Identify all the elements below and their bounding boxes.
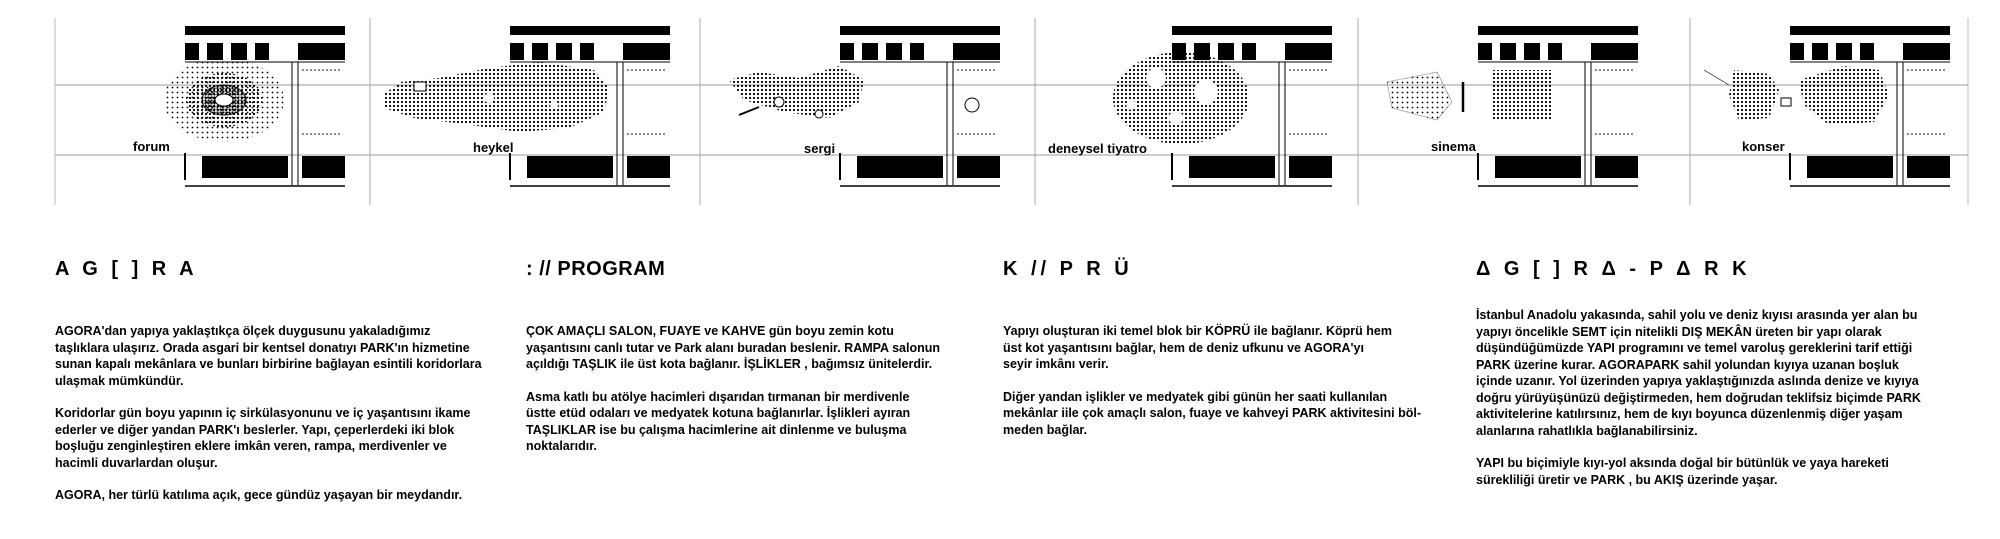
checker-block xyxy=(910,43,924,60)
column-agora xyxy=(55,258,530,520)
dot xyxy=(1923,133,1925,135)
dot xyxy=(1935,133,1937,135)
dot xyxy=(1907,133,1909,135)
diagram-strip xyxy=(0,0,2000,210)
checker-block xyxy=(1790,43,1804,60)
bottom-block xyxy=(1495,156,1581,178)
paragraph: YAPI bu biçimiyle kıyı-yol aksında doğal bir bütünlük ve yaya hareketi sürekliliği üretir ve PARK , bu AKIŞ üzerinde yaşar. xyxy=(1476,456,1889,487)
panel-label-konser: konser xyxy=(1742,139,1785,154)
dot xyxy=(1631,133,1633,135)
dot xyxy=(1595,69,1597,71)
dot xyxy=(973,133,975,135)
dot xyxy=(1293,69,1295,71)
dot xyxy=(1943,133,1945,135)
checker-block xyxy=(231,43,247,60)
dot xyxy=(1289,133,1291,135)
dot xyxy=(1915,133,1917,135)
dot xyxy=(981,69,983,71)
checker-block xyxy=(840,43,854,60)
dot xyxy=(310,69,312,71)
dot xyxy=(647,69,649,71)
dot xyxy=(1321,69,1323,71)
dot xyxy=(663,69,665,71)
bottom-block xyxy=(1907,156,1950,178)
checker-block xyxy=(185,43,199,60)
dot xyxy=(1619,69,1621,71)
dot xyxy=(1935,69,1937,71)
dot xyxy=(993,69,995,71)
checker-block xyxy=(207,43,223,60)
dot xyxy=(1919,133,1921,135)
dot xyxy=(1623,69,1625,71)
dot xyxy=(1927,133,1929,135)
dot xyxy=(1309,133,1311,135)
dot xyxy=(1939,69,1941,71)
exhibition-item xyxy=(774,97,784,107)
dot xyxy=(1305,133,1307,135)
top-bar xyxy=(510,26,670,35)
column-title: A G [ ] R A xyxy=(55,258,198,280)
dot xyxy=(969,69,971,71)
dot xyxy=(1911,133,1913,135)
dot xyxy=(635,69,637,71)
top-bar xyxy=(185,26,345,35)
dot xyxy=(314,133,316,135)
dot xyxy=(1611,133,1613,135)
dot xyxy=(302,133,304,135)
exhibition-item xyxy=(739,107,759,115)
dot xyxy=(1297,69,1299,71)
dot xyxy=(989,69,991,71)
dot xyxy=(1615,69,1617,71)
dot xyxy=(1939,133,1941,135)
dot xyxy=(969,133,971,135)
dot xyxy=(965,69,967,71)
dot xyxy=(1603,69,1605,71)
column-title: : // PROGRAM xyxy=(526,258,666,280)
bottom-block xyxy=(302,156,345,178)
paragraph: Koridorlar gün boyu yapının iç sirkülasyonunu ve iç yaşantısını ikame ederler ve diğer yandan PARK'ı beslerler. Yapı, çeperlerdeki iki blok boşluğu zenginleştiren eklere imkân veren, rampa, merdivenler ve hacimli duvarlardan oluşur. xyxy=(55,406,471,470)
checker-block xyxy=(1860,43,1874,60)
dot xyxy=(322,69,324,71)
theatre-void xyxy=(1146,68,1166,88)
dot xyxy=(957,69,959,71)
dot xyxy=(1919,69,1921,71)
checker-block xyxy=(1218,43,1234,60)
dot xyxy=(330,69,332,71)
bottom-block xyxy=(1189,156,1275,178)
dot xyxy=(957,133,959,135)
bottom-block xyxy=(527,156,613,178)
panel-label-deneysel-tiyatro: deneysel tiyatro xyxy=(1048,141,1147,156)
dot xyxy=(1321,133,1323,135)
dot xyxy=(1325,133,1327,135)
plan-block xyxy=(1704,26,1950,186)
dot xyxy=(643,69,645,71)
paragraph: AGORA, her türlü katılıma açık, gece gündüz yaşayan bir meydandır. xyxy=(55,488,463,502)
dot xyxy=(993,133,995,135)
top-bar xyxy=(1172,26,1332,35)
paragraph: Yapıyı oluşturan iki temel blok bir KÖPRÜ ile bağlanır. Köprü hem üst kot yaşantısını bağlar, hem de deniz ufkunu ve AGORA'yı seyir imkânı verir. xyxy=(1003,324,1392,371)
dot xyxy=(965,133,967,135)
dot xyxy=(334,69,336,71)
checker-block xyxy=(1285,43,1332,60)
paragraph: Diğer yandan işlikler ve medyatek gibi günün her saati kullanılan mekânlar iile çok amaçlı salon, fuaye ve kahveyi PARK aktivitesini böl- meden bağlar. xyxy=(1003,389,1422,437)
column-agorapark xyxy=(1476,258,1951,504)
dot xyxy=(1595,133,1597,135)
paragraph: İstanbul Anadolu yakasında, sahil yolu ve deniz kıyısı arasında yer alan bu yapıyı öncelikle SEMT için nitelikli DIŞ MEKÂN üreten bir yapı olarak düşündüğümüzde YAPI programını ve temel varoluş gereklerini tarif ettiği PARK üzerine kurar. AGORAPARK sahil yolundan kıyıya uzanan boşluk içinde uzanır. Yol üzerinden yapıya yaklaştığınızda aslında denize ve kıyıya doğru yürüyüşünüzü değiştirmeden, hem doğrudan teklifsiz biçimde PARK aktivitelerine katılırsınız, hem de kıyı boyunca düzenlenmiş diğer yaşam alanlarına rahatlıkla bağlanabilirsiniz. xyxy=(1476,308,1921,438)
theatre-void xyxy=(1126,100,1136,110)
checker-block xyxy=(556,43,572,60)
exhibition-item xyxy=(965,98,979,112)
dot xyxy=(318,69,320,71)
dot xyxy=(1631,69,1633,71)
dot xyxy=(1927,69,1929,71)
checker-block xyxy=(580,43,594,60)
dot xyxy=(1615,133,1617,135)
dot xyxy=(314,69,316,71)
column-program xyxy=(526,258,1001,471)
checker-block xyxy=(1478,43,1492,60)
dot xyxy=(651,133,653,135)
bottom-block xyxy=(1289,156,1332,178)
checker-block xyxy=(298,43,345,60)
dot xyxy=(326,133,328,135)
concert-item xyxy=(1781,98,1791,106)
checker-block xyxy=(532,43,548,60)
top-bar xyxy=(840,26,1000,35)
dot xyxy=(989,133,991,135)
dot xyxy=(1325,69,1327,71)
dot xyxy=(1619,133,1621,135)
paragraph: Asma katlı bu atölye hacimleri dışarıdan tırmanan bir merdivenle üstte etüd odaları ve medyatek kotuna bağlanırlar. İşlikleri ayıran TAŞLIKLAR ise bu çalışma hacimlerine ait dinlenme ve buluşma noktalarıdır. xyxy=(526,389,911,453)
dot xyxy=(1611,69,1613,71)
dot xyxy=(1943,69,1945,71)
dot xyxy=(1915,69,1917,71)
dot xyxy=(981,133,983,135)
forum-core xyxy=(215,94,233,106)
bottom-block xyxy=(1807,156,1893,178)
paragraph: AGORA'dan yapıya yaklaştıkça ölçek duygusunu yakaladığımız taşlıklara ulaşırız. Orada asgari bir kentsel donatıyı PARK'ın hizmetine sunan kapalı mekânlara ve bunları birbirine bağlayan esintili koridorlara ulaşmak mümkündür. xyxy=(55,324,482,388)
top-bar xyxy=(1790,26,1950,35)
dot xyxy=(639,69,641,71)
plan-block xyxy=(1113,26,1332,186)
dot xyxy=(635,133,637,135)
dot xyxy=(1603,133,1605,135)
dot xyxy=(655,133,657,135)
exhibition-item xyxy=(815,110,823,118)
dot xyxy=(306,133,308,135)
dot xyxy=(631,133,633,135)
dot xyxy=(306,69,308,71)
checker-block xyxy=(510,43,524,60)
column-title: K // P R Ü xyxy=(1003,258,1133,280)
dot xyxy=(302,69,304,71)
cinema-pattern xyxy=(1387,72,1452,120)
checker-block xyxy=(1500,43,1516,60)
checker-block xyxy=(953,43,1000,60)
bottom-block xyxy=(202,156,288,178)
panel-label-forum: forum xyxy=(133,139,170,154)
bottom-block xyxy=(1595,156,1638,178)
bottom-block xyxy=(957,156,1000,178)
sculpture-item xyxy=(414,82,426,91)
dot xyxy=(985,133,987,135)
dot xyxy=(1923,69,1925,71)
dot xyxy=(338,69,340,71)
dot xyxy=(1607,69,1609,71)
dot xyxy=(338,133,340,135)
dot xyxy=(1317,133,1319,135)
dot xyxy=(1309,69,1311,71)
dot xyxy=(627,69,629,71)
dot xyxy=(985,69,987,71)
theatre-pattern xyxy=(1113,52,1249,144)
dot xyxy=(322,133,324,135)
dot xyxy=(1301,133,1303,135)
dot xyxy=(1297,133,1299,135)
checker-block xyxy=(1903,43,1950,60)
dot xyxy=(961,69,963,71)
sculpture-pattern xyxy=(384,62,609,132)
dot xyxy=(651,69,653,71)
dot xyxy=(1301,69,1303,71)
dot xyxy=(1599,133,1601,135)
dot xyxy=(1607,133,1609,135)
checker-block xyxy=(886,43,902,60)
dot xyxy=(1931,69,1933,71)
dot xyxy=(1911,69,1913,71)
cinema-pattern xyxy=(1491,70,1551,120)
dot xyxy=(1313,133,1315,135)
sculpture-item xyxy=(550,101,558,109)
plan-block xyxy=(384,26,670,186)
dot xyxy=(631,69,633,71)
panel-label-sergi: sergi xyxy=(804,141,836,156)
dot xyxy=(1289,69,1291,71)
dot xyxy=(1627,69,1629,71)
dot xyxy=(961,133,963,135)
dot xyxy=(326,69,328,71)
sculpture-item xyxy=(484,93,494,103)
diagram-drawing xyxy=(0,0,2000,210)
dot xyxy=(977,69,979,71)
dot xyxy=(973,69,975,71)
checker-block xyxy=(623,43,670,60)
checker-block xyxy=(1591,43,1638,60)
dot xyxy=(659,69,661,71)
paragraph: ÇOK AMAÇLI SALON, FUAYE ve KAHVE gün boyu zemin kotu yaşantısını canlı tutar ve Park alanı buradan beslenir. RAMPA salonun açıldığı TAŞLIK ile üst kota bağlanır. İŞLİKLER , bağımsız ünitelerdir. xyxy=(526,324,941,371)
dot xyxy=(334,133,336,135)
panel-label-heykel: heykel xyxy=(473,140,514,155)
checker-block xyxy=(862,43,878,60)
dot xyxy=(1599,69,1601,71)
dot xyxy=(1313,69,1315,71)
dot xyxy=(1293,133,1295,135)
column-kopru xyxy=(1003,258,1478,454)
dot xyxy=(655,69,657,71)
dot xyxy=(318,133,320,135)
theatre-void xyxy=(1194,80,1218,104)
top-bar xyxy=(1478,26,1638,35)
dot xyxy=(659,133,661,135)
checker-block xyxy=(1836,43,1852,60)
theatre-void xyxy=(1169,111,1183,125)
dot xyxy=(1907,69,1909,71)
dot xyxy=(1931,133,1933,135)
dot xyxy=(310,133,312,135)
bottom-block xyxy=(857,156,943,178)
dot xyxy=(1317,69,1319,71)
dot xyxy=(627,133,629,135)
bottom-block xyxy=(627,156,670,178)
checker-block xyxy=(1524,43,1540,60)
checker-block xyxy=(1548,43,1562,60)
concert-pattern xyxy=(1799,66,1889,125)
dot xyxy=(1627,133,1629,135)
dot xyxy=(330,133,332,135)
checker-block xyxy=(1812,43,1828,60)
panel-label-sinema: sinema xyxy=(1431,139,1476,154)
plan-block xyxy=(164,26,345,186)
column-title: Δ G [ ] R Δ - P Δ R K xyxy=(1476,258,1751,280)
checker-block xyxy=(1242,43,1256,60)
dot xyxy=(639,133,641,135)
checker-block xyxy=(255,43,269,60)
dot xyxy=(647,133,649,135)
dot xyxy=(643,133,645,135)
concert-pattern xyxy=(1729,70,1779,120)
dot xyxy=(1623,133,1625,135)
dot xyxy=(1305,69,1307,71)
plan-block xyxy=(729,26,1000,186)
plan-block xyxy=(1387,26,1638,186)
dot xyxy=(977,133,979,135)
dot xyxy=(663,133,665,135)
concert-item xyxy=(1704,70,1729,85)
